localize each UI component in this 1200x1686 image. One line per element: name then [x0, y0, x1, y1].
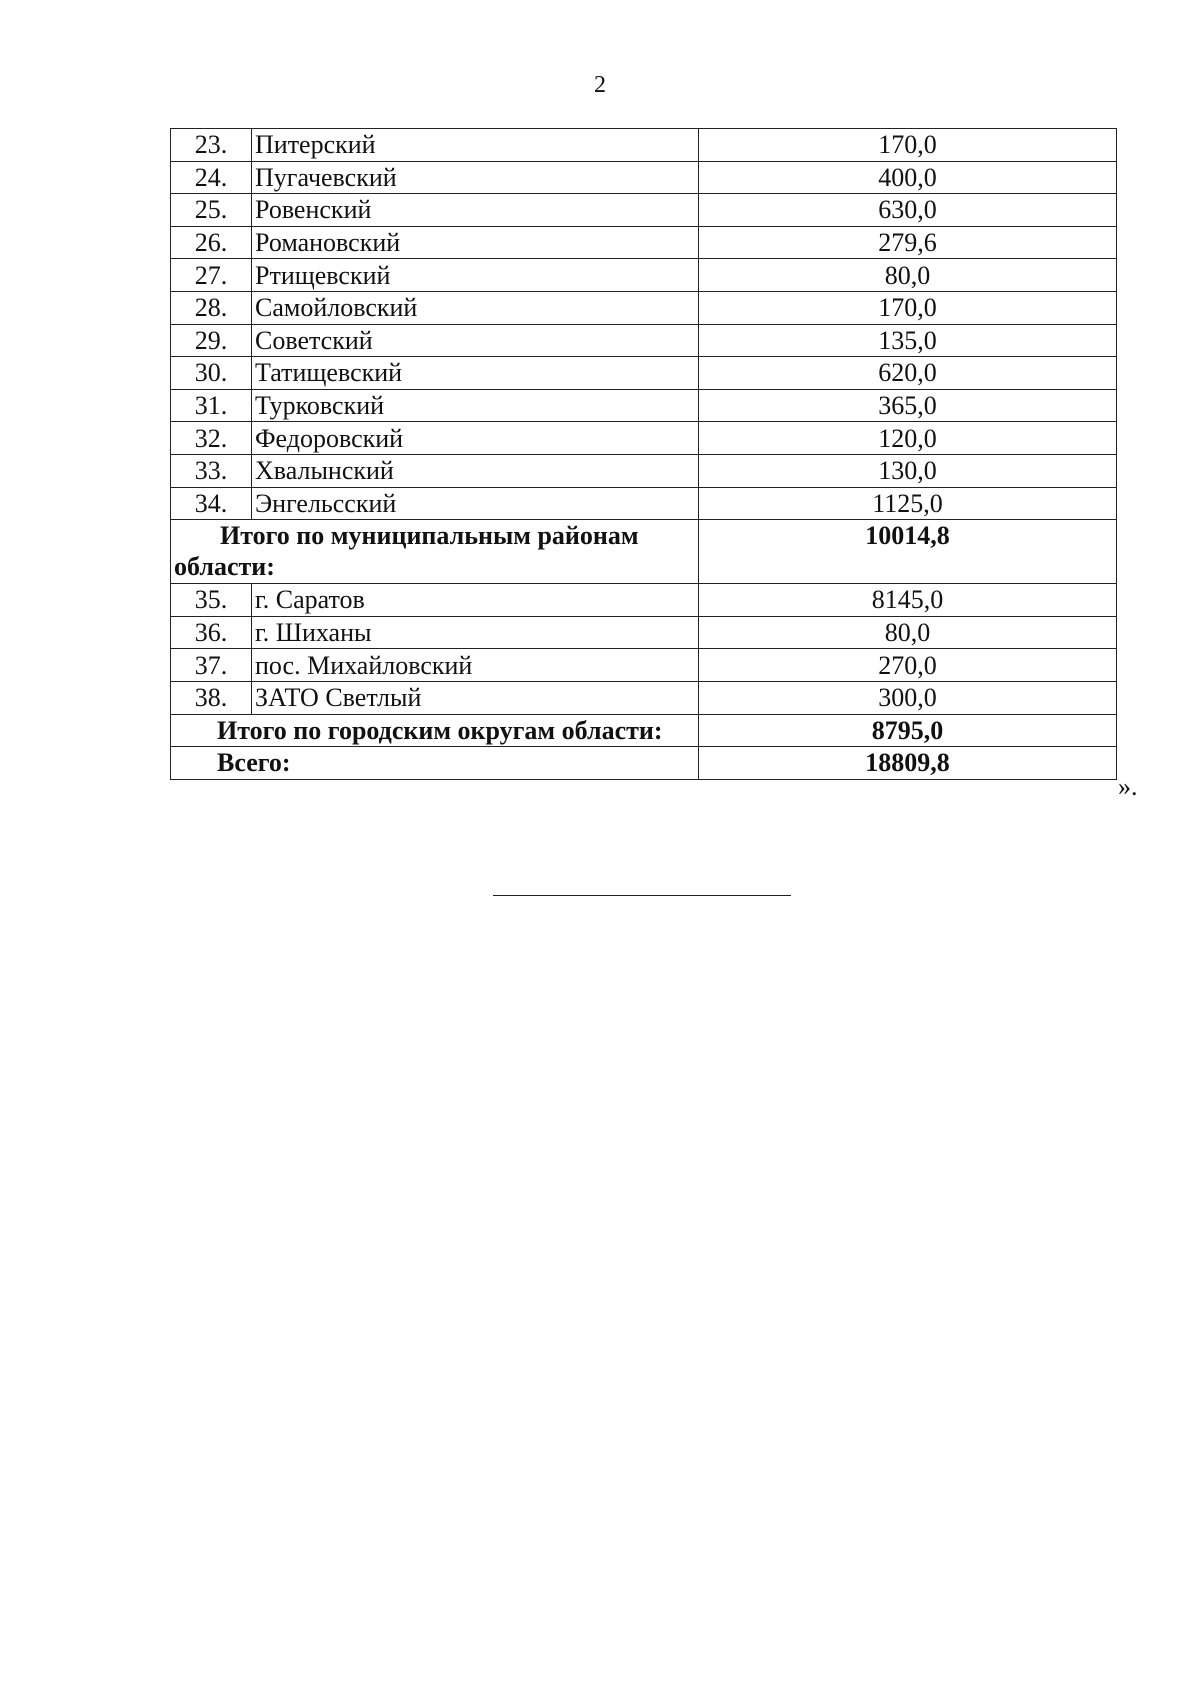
- district-name: Татищевский: [252, 357, 699, 390]
- table-row: [171, 422, 1117, 455]
- table-row: [171, 161, 1117, 194]
- row-number: 37.: [171, 649, 252, 682]
- amount-value: 8145,0: [699, 584, 1117, 617]
- table-row: [171, 584, 1117, 617]
- grand-total-label: Всего:: [171, 747, 699, 780]
- table-row: [171, 357, 1117, 390]
- row-number: 32.: [171, 422, 252, 455]
- district-name: Самойловский: [252, 291, 699, 324]
- district-name: Советский: [252, 324, 699, 357]
- row-number: 35.: [171, 584, 252, 617]
- row-number: 27.: [171, 259, 252, 292]
- allocation-table: [170, 128, 1117, 780]
- row-number: 29.: [171, 324, 252, 357]
- table-row: [171, 259, 1117, 292]
- amount-value: 270,0: [699, 649, 1117, 682]
- subtotal-districts-row: [171, 520, 1117, 584]
- district-name: Романовский: [252, 226, 699, 259]
- subtotal-districts-label-line1: Итого по муниципальным районам: [220, 521, 639, 551]
- table-row: [171, 454, 1117, 487]
- city-name: пос. Михайловский: [252, 649, 699, 682]
- page-number: 2: [594, 72, 606, 98]
- amount-value: 300,0: [699, 681, 1117, 714]
- subtotal-cities-row: [171, 714, 1117, 747]
- city-name: ЗАТО Светлый: [252, 681, 699, 714]
- table-row: [171, 226, 1117, 259]
- grand-total-value: 18809,8: [699, 747, 1117, 780]
- district-name: Ровенский: [252, 194, 699, 227]
- subtotal-districts-label: [171, 520, 699, 584]
- row-number: 30.: [171, 357, 252, 390]
- district-name: Пугачевский: [252, 161, 699, 194]
- district-name: Энгельсский: [252, 487, 699, 520]
- amount-value: 80,0: [699, 259, 1117, 292]
- row-number: 28.: [171, 291, 252, 324]
- amount-value: 1125,0: [699, 487, 1117, 520]
- amount-value: 130,0: [699, 454, 1117, 487]
- amount-value: 400,0: [699, 161, 1117, 194]
- table-row: [171, 194, 1117, 227]
- table-row: [171, 681, 1117, 714]
- table-row: [171, 291, 1117, 324]
- table-row: [171, 487, 1117, 520]
- table-row: [171, 129, 1117, 162]
- amount-value: 120,0: [699, 422, 1117, 455]
- row-number: 36.: [171, 616, 252, 649]
- row-number: 26.: [171, 226, 252, 259]
- table-row: [171, 616, 1117, 649]
- district-name: Питерский: [252, 129, 699, 162]
- subtotal-districts-label-line2: области:: [174, 552, 275, 582]
- subtotal-cities-label: Итого по городским округам области:: [171, 714, 699, 747]
- row-number: 34.: [171, 487, 252, 520]
- subtotal-districts-value: 10014,8: [699, 520, 1117, 584]
- amount-value: 170,0: [699, 291, 1117, 324]
- row-number: 31.: [171, 389, 252, 422]
- amount-value: 620,0: [699, 357, 1117, 390]
- district-name: Ртищевский: [252, 259, 699, 292]
- row-number: 23.: [171, 129, 252, 162]
- table-row: [171, 389, 1117, 422]
- amount-value: 279,6: [699, 226, 1117, 259]
- district-name: Турковский: [252, 389, 699, 422]
- district-name: Хвалынский: [252, 454, 699, 487]
- amount-value: 365,0: [699, 389, 1117, 422]
- table-row: [171, 324, 1117, 357]
- city-name: г. Саратов: [252, 584, 699, 617]
- row-number: 33.: [171, 454, 252, 487]
- table-row: [171, 649, 1117, 682]
- city-name: г. Шиханы: [252, 616, 699, 649]
- row-number: 25.: [171, 194, 252, 227]
- district-name: Федоровский: [252, 422, 699, 455]
- row-number: 38.: [171, 681, 252, 714]
- closing-quote: ».: [1118, 772, 1138, 801]
- subtotal-cities-value: 8795,0: [699, 714, 1117, 747]
- amount-value: 80,0: [699, 616, 1117, 649]
- amount-value: 135,0: [699, 324, 1117, 357]
- end-separator-line: [493, 895, 791, 896]
- row-number: 24.: [171, 161, 252, 194]
- amount-value: 170,0: [699, 129, 1117, 162]
- amount-value: 630,0: [699, 194, 1117, 227]
- grand-total-row: [171, 747, 1117, 780]
